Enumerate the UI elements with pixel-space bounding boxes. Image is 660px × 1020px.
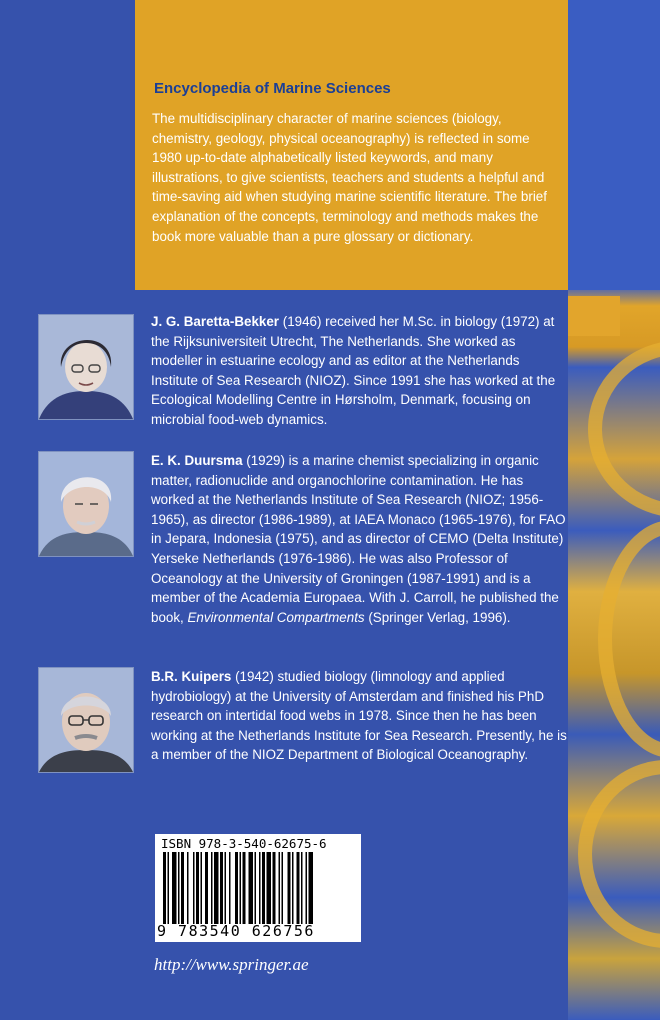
barcode-bar xyxy=(249,852,254,924)
barcode-bars xyxy=(159,852,357,924)
barcode-bar xyxy=(187,852,189,924)
author-bio-text: (1946) received her M.Sc. in biology (1972) at the Rijksuniversiteit Utrecht, The Netherlands. She worked as modeller in estuarine ecology and as editor at the Netherlands Institute of Sea Research (NIOZ). Since 1991 she has worked at the Ecological Modelling Centre in Hørsholm, Denmark, focusing on microbial food-web dynamics. xyxy=(151,314,556,427)
swirl-shape xyxy=(578,760,660,948)
barcode-bar xyxy=(193,852,195,924)
barcode-bar xyxy=(297,852,300,924)
author-photo xyxy=(38,314,134,420)
barcode-bar xyxy=(301,852,303,924)
barcode-bar xyxy=(220,852,223,924)
author-bio xyxy=(151,451,569,627)
barcode-bar xyxy=(262,852,265,924)
author-bio-text: (1942) studied biology (limnology and applied hydrobiology) at the University of Amsterdam and finished his PhD research on intertidal food webs in 1978. Since then he has been working at the Netherlands Institute for Sea Research. Presently, he is a member of the NIOZ Department of Biological Oceanography. xyxy=(151,669,567,763)
barcode-bar xyxy=(273,852,276,924)
author-bio-text-end: (Springer Verlag, 1996). xyxy=(364,609,511,625)
strip-top-block xyxy=(568,0,660,290)
barcode-bar xyxy=(201,852,203,924)
barcode-bar xyxy=(306,852,308,924)
barcode-bar xyxy=(240,852,242,924)
barcode-bar xyxy=(205,852,208,924)
barcode-bar xyxy=(172,852,177,924)
barcode-bar xyxy=(181,852,184,924)
author-name: E. K. Duursma xyxy=(151,453,243,468)
strip-accent-block xyxy=(568,296,620,336)
barcode-bar xyxy=(255,852,257,924)
barcode-bar xyxy=(267,852,272,924)
author-bio xyxy=(151,667,569,765)
author-bio xyxy=(151,312,569,430)
isbn-label: ISBN 978-3-540-62675-6 xyxy=(161,836,327,851)
barcode-bar xyxy=(163,852,166,924)
barcode-bar xyxy=(243,852,246,924)
barcode-bar xyxy=(259,852,261,924)
isbn-barcode xyxy=(155,834,361,942)
author-bio-text: (1929) is a marine chemist specializing in organic matter, radionuclide and organochlorine contamination. He has worked at the Netherlands Institute of Sea Research (NIOZ; 1956-1965), as director (1986-1989), at IAEA Monaco (1965-1976), for FAO in Jepara, Indonesia (1975), and as director of CEMO (Delta Institute) Yerseke Netherlands (1976-1986). He was also Professor of Oceanology at the University of Groningen (1987-1991) and is a member of the Academia Europaea. With J. Carroll, he published the book, xyxy=(151,453,566,625)
book-title: Encyclopedia of Marine Sciences xyxy=(154,80,391,97)
swirl-shape xyxy=(598,520,660,758)
author-name: J. G. Baretta-Bekker xyxy=(151,314,280,329)
author-photo xyxy=(38,667,134,773)
barcode-bar xyxy=(279,852,281,924)
book-description: The multidisciplinary character of marine sciences (biology, chemistry, geology, physical oceanography) is reflected in some 1980 up-to-date alphabetically listed keywords, and many illustrations, to give scientists, teachers and students a helpful and time-saving aid when studying marine scientific literature. The brief explanation of the concepts, terminology and methods makes the book more valuable than a pure glossary or dictionary. xyxy=(152,111,547,244)
isbn-number: 9 783540 626756 xyxy=(157,922,315,940)
barcode-bar xyxy=(235,852,238,924)
barcode-bar xyxy=(282,852,284,924)
barcode-bar xyxy=(229,852,231,924)
publisher-url[interactable]: http://www.springer.ae xyxy=(154,955,309,974)
barcode-bar xyxy=(214,852,219,924)
barcode-bar xyxy=(196,852,199,924)
barcode-bar xyxy=(288,852,291,924)
author-photo xyxy=(38,451,134,557)
barcode-bar xyxy=(168,852,170,924)
author-name: B.R. Kuipers xyxy=(151,669,232,684)
barcode-bar xyxy=(178,852,180,924)
swirl-shape xyxy=(588,340,660,518)
barcode-bar xyxy=(292,852,294,924)
barcode-bar xyxy=(211,852,213,924)
decorative-strip xyxy=(568,0,660,1020)
book-reference: Environmental Compartments xyxy=(187,609,365,625)
barcode-bar xyxy=(309,852,314,924)
barcode-bar xyxy=(225,852,227,924)
